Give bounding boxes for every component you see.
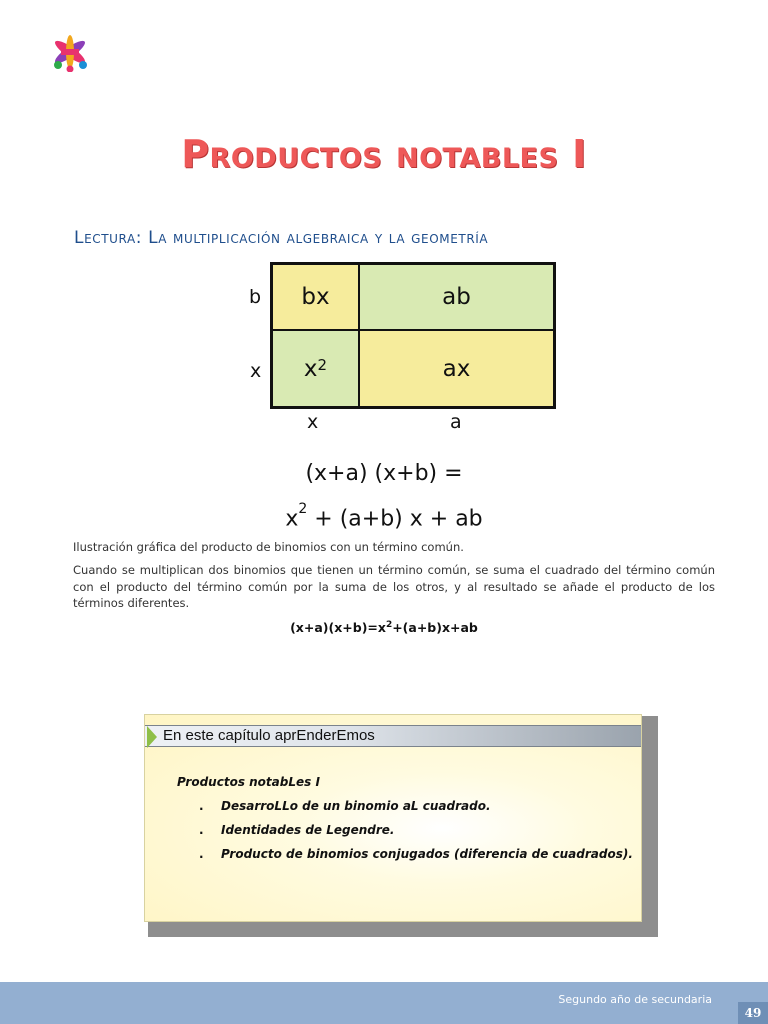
chevron-right-icon — [147, 726, 157, 748]
bottom-label-a: a — [450, 411, 462, 433]
page-title: Productos notables I — [181, 132, 587, 176]
footer-text: Segundo año de secundaria — [558, 993, 712, 1006]
list-item: . Identidades de Legendre. — [199, 823, 395, 837]
publisher-logo — [50, 32, 90, 72]
summary-formula: $(x+a)(x+b)=x^2+(a+b)x+ab$ — [290, 620, 478, 636]
page-number: 49 — [738, 1002, 768, 1024]
page-footer — [0, 982, 768, 1024]
figure-caption: Ilustración gráfica del producto de binomios con un término común. — [73, 540, 464, 554]
chapter-box-header-text: En este capítulo aprEnderEmos — [163, 727, 375, 744]
chapter-box-header — [145, 725, 641, 747]
side-label-x: x — [250, 360, 262, 382]
explanation-paragraph: Cuando se multiplican dos binomios que tienen un término común, se suma el cuadrado del término común con el producto del término común por la suma de los otros, y al resultado se añade el producto de los términos diferentes. — [73, 563, 715, 610]
side-label-b: b — [249, 286, 262, 308]
section-subtitle: Lectura: La multiplicación algebraica y la geometría — [74, 228, 489, 248]
bottom-label-x: x — [307, 411, 319, 433]
cell-bx: bx — [272, 264, 359, 330]
chapter-box — [144, 714, 642, 922]
cell-x-squared: x $^2$ — [272, 330, 359, 407]
list-item: . DesarroLLo de un binomio aL cuadrado. — [199, 799, 491, 813]
cell-ax: ax — [359, 330, 554, 407]
area-diagram — [270, 262, 556, 409]
equation-line-2: $x^2 + (a+b) x$ + ab — [285, 501, 483, 532]
chapter-items — [199, 799, 633, 871]
cell-ab: ab — [359, 264, 554, 330]
chapter-list-title: Productos notabLes I — [177, 775, 320, 789]
equation-line-1: (x+a) (x+b) = — [305, 461, 463, 486]
list-item: . Producto de binomios conjugados (diferencia de cuadrados). — [199, 847, 633, 861]
